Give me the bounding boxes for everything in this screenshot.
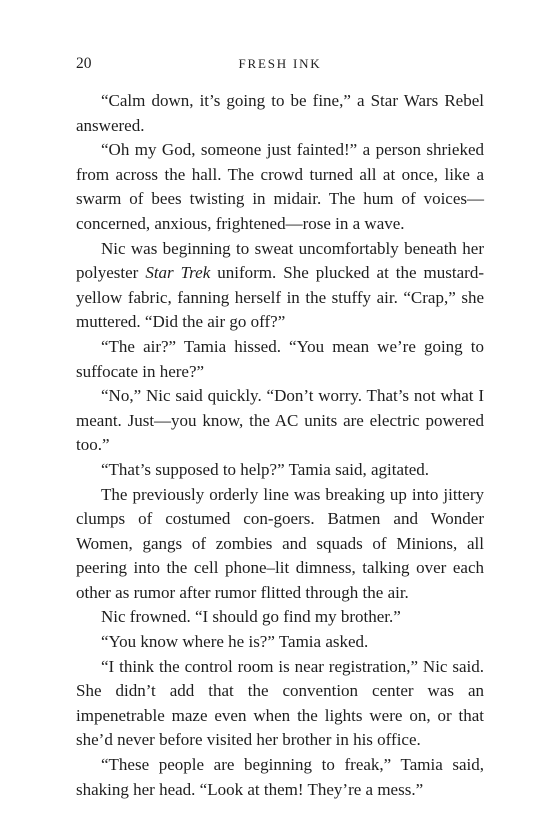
paragraph: “That’s supposed to help?” Tamia said, agitated. xyxy=(101,459,430,479)
paragraph: “The air?” Tamia hissed. “You mean we’re going to suffocate in here?” xyxy=(76,336,484,381)
paragraph: Nic frowned. “I should go find my brother.” xyxy=(101,607,401,627)
paragraph: “You know where he is?” Tamia asked. xyxy=(101,632,369,652)
running-head: FRESH INK xyxy=(238,56,322,71)
paragraph: “I think the control room is near registration,” Nic said. She didn’t add that the convention center was an impenetrable maze even when the lights were on, or that she’d never before visited her brother in his office. xyxy=(76,656,484,750)
paragraph xyxy=(76,237,484,335)
italic-title: Star Trek xyxy=(145,263,211,283)
body-text xyxy=(76,89,484,802)
paragraph: “Oh my God, someone just fainted!” a person shrieked from across the hall. The crowd turned all at once, like a swarm of bees twisting in midair. The hum of voices—concerned, anxious, frightened—rose in a wave. xyxy=(76,140,484,233)
paragraph-text: Nic was beginning to sweat uncomfortably beneath her polyester xyxy=(76,238,484,283)
paragraph-text: uniform. She plucked at the mustard-yellow fabric, fanning herself in the stuffy air. “Crap,” she muttered. “Did the air go off?” xyxy=(76,263,484,332)
paragraph: “These people are beginning to freak,” Tamia said, shaking her head. “Look at them! They’re a mess.” xyxy=(76,755,484,799)
paragraph: The previously orderly line was breaking up into jittery clumps of costumed con-goers. Batmen and Wonder Women, gangs of zombies and squads of Minions, all peering into the cell phone–lit dimness, talking over each other as rumor after rumor flitted through the air. xyxy=(76,484,484,602)
paragraph: “Calm down, it’s going to be fine,” a Star Wars Rebel answered. xyxy=(76,91,484,135)
paragraph: “No,” Nic said quickly. “Don’t worry. That’s not what I meant. Just—you know, the AC units are electric powered too.” xyxy=(76,386,484,455)
page-header xyxy=(76,53,484,75)
page-number: 20 xyxy=(76,55,92,72)
